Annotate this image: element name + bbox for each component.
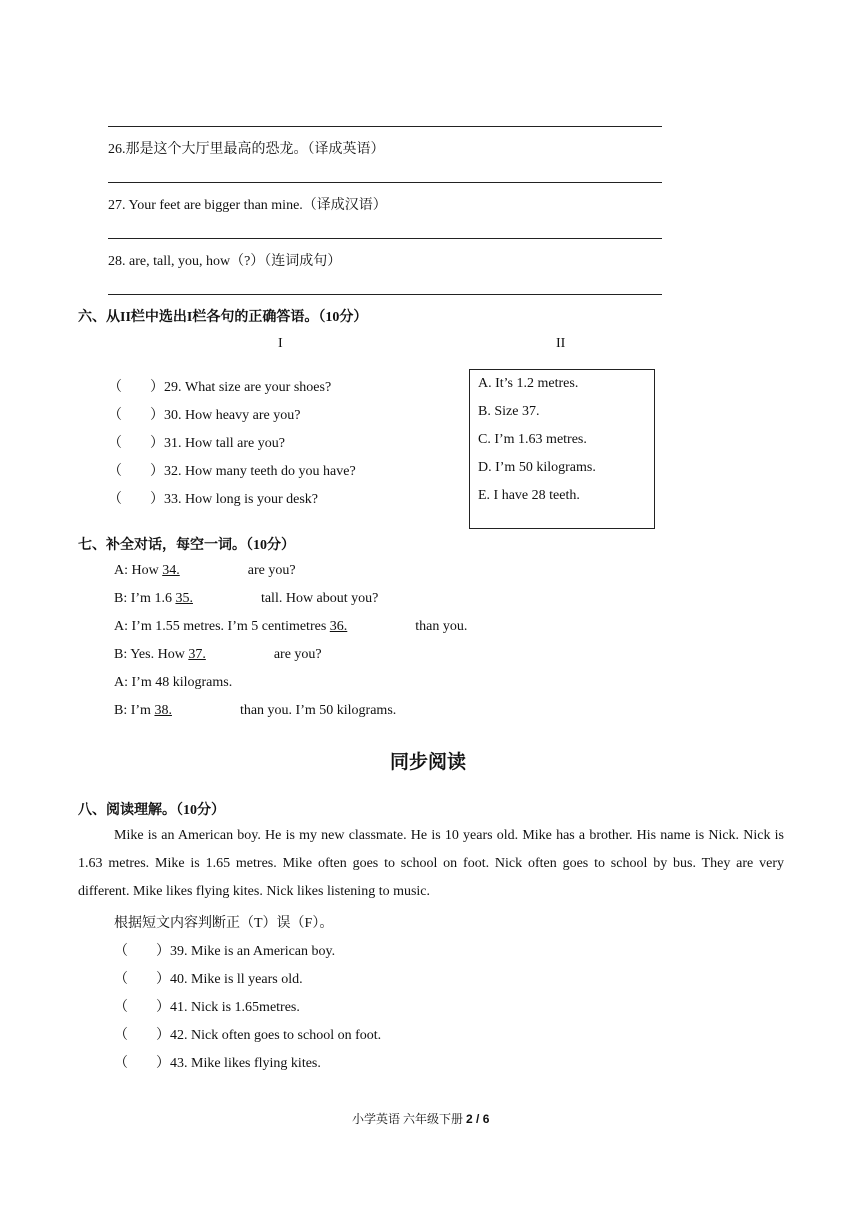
item-text: 39. Mike is an American boy. — [170, 944, 336, 959]
dialogue-text: are you? — [244, 563, 296, 578]
blank-38[interactable]: 38. — [154, 703, 172, 718]
dialogue-text: than you. I’m 50 kilograms. — [236, 703, 397, 718]
dialogue-line — [114, 619, 467, 635]
answer-paren[interactable]: （ ） — [108, 408, 164, 423]
tf-item — [114, 940, 335, 960]
answer-paren[interactable]: （ ） — [108, 380, 164, 395]
dialogue-line — [114, 675, 232, 691]
question-text: 31. How tall are you? — [164, 436, 285, 451]
answer-line-25 — [108, 126, 662, 127]
match-question — [108, 432, 285, 452]
item-text: 40. Mike is ll years old. — [170, 972, 303, 987]
blank-34[interactable]: 34. — [162, 563, 180, 578]
answer-line-28[interactable] — [108, 294, 662, 295]
dialogue-line — [114, 591, 378, 607]
answer-option: E. I have 28 teeth. — [478, 488, 580, 503]
dialogue-text: A: How — [114, 563, 163, 578]
reading-section-title: 同步阅读 — [390, 752, 467, 773]
dialogue-line — [114, 703, 396, 719]
question-27: 27. Your feet are bigger than mine.（译成汉语） — [108, 198, 387, 213]
blank-35[interactable]: 35. — [175, 591, 193, 606]
instruction: 根据短文内容判断正（T）误（F）。 — [114, 916, 334, 931]
section-7-heading: 七、补全对话，每空一词。（10分） — [78, 538, 295, 553]
question-26: 26.那是这个大厅里最高的恐龙。（译成英语） — [108, 142, 385, 157]
dialogue-text: than you. — [411, 619, 468, 634]
answer-paren[interactable]: （ ） — [114, 1056, 170, 1071]
answer-option: B. Size 37. — [478, 404, 540, 419]
dialogue-text: B: I’m — [114, 703, 155, 718]
column-1-header: I — [278, 336, 283, 351]
dialogue-text: B: Yes. How — [114, 647, 189, 662]
section-8-heading: 八、阅读理解。（10分） — [78, 803, 225, 818]
answer-option: A. It’s 1.2 metres. — [478, 376, 579, 391]
tf-item — [114, 968, 303, 988]
match-question — [108, 460, 356, 480]
question-text: 32. How many teeth do you have? — [164, 464, 356, 479]
question-text: 30. How heavy are you? — [164, 408, 301, 423]
tf-item — [114, 1024, 381, 1044]
answer-paren[interactable]: （ ） — [114, 1028, 170, 1043]
match-question — [108, 376, 331, 396]
footer-text: 小学英语 六年级下册 — [352, 1112, 467, 1126]
answer-paren[interactable]: （ ） — [108, 492, 164, 507]
item-text: 43. Mike likes flying kites. — [170, 1056, 321, 1071]
question-28: 28. are, tall, you, how（?）（连词成句） — [108, 254, 342, 269]
match-question — [108, 488, 318, 508]
section-6-heading: 六、从II栏中选出I栏各句的正确答语。（10分） — [78, 310, 368, 325]
answer-paren[interactable]: （ ） — [108, 464, 164, 479]
dialogue-text: A: I’m 1.55 metres. I’m 5 centimetres — [114, 619, 330, 634]
question-text: 33. How long is your desk? — [164, 492, 318, 507]
dialogue-text: B: I’m 1.6 — [114, 591, 176, 606]
question-text: 29. What size are your shoes? — [164, 380, 332, 395]
answer-paren[interactable]: （ ） — [114, 1000, 170, 1015]
dialogue-line — [114, 563, 296, 579]
item-text: 41. Nick is 1.65metres. — [170, 1000, 300, 1015]
answer-line-27[interactable] — [108, 238, 662, 239]
tf-item — [114, 996, 300, 1016]
tf-item — [114, 1052, 321, 1072]
answer-option: C. I’m 1.63 metres. — [478, 432, 587, 447]
page-footer — [352, 1110, 489, 1127]
answer-paren[interactable]: （ ） — [114, 972, 170, 987]
dialogue-text: A: I’m 48 kilograms. — [114, 675, 233, 690]
answer-box — [469, 369, 655, 529]
item-text: 42. Nick often goes to school on foot. — [170, 1028, 382, 1043]
answer-option: D. I’m 50 kilograms. — [478, 460, 596, 475]
answer-paren[interactable]: （ ） — [114, 944, 170, 959]
dialogue-text: are you? — [270, 647, 322, 662]
blank-37[interactable]: 37. — [188, 647, 206, 662]
column-2-header: II — [556, 336, 566, 351]
dialogue-text: tall. How about you? — [257, 591, 379, 606]
reading-passage: Mike is an American boy. He is my new classmate. He is 10 years old. Mike has a brother. His name is Nick. Nick is 1.63 metres. Mike is 1.65 metres. Mike often goes to school on foot. Nick often goes to school by bus. They are very different. Mike likes flying kites. Nick likes listening to music. — [78, 828, 784, 899]
answer-paren[interactable]: （ ） — [108, 436, 164, 451]
page-number: 2 / 6 — [466, 1112, 490, 1126]
answer-line-26[interactable] — [108, 182, 662, 183]
dialogue-line — [114, 647, 322, 663]
match-question — [108, 404, 300, 424]
blank-36[interactable]: 36. — [329, 619, 348, 634]
